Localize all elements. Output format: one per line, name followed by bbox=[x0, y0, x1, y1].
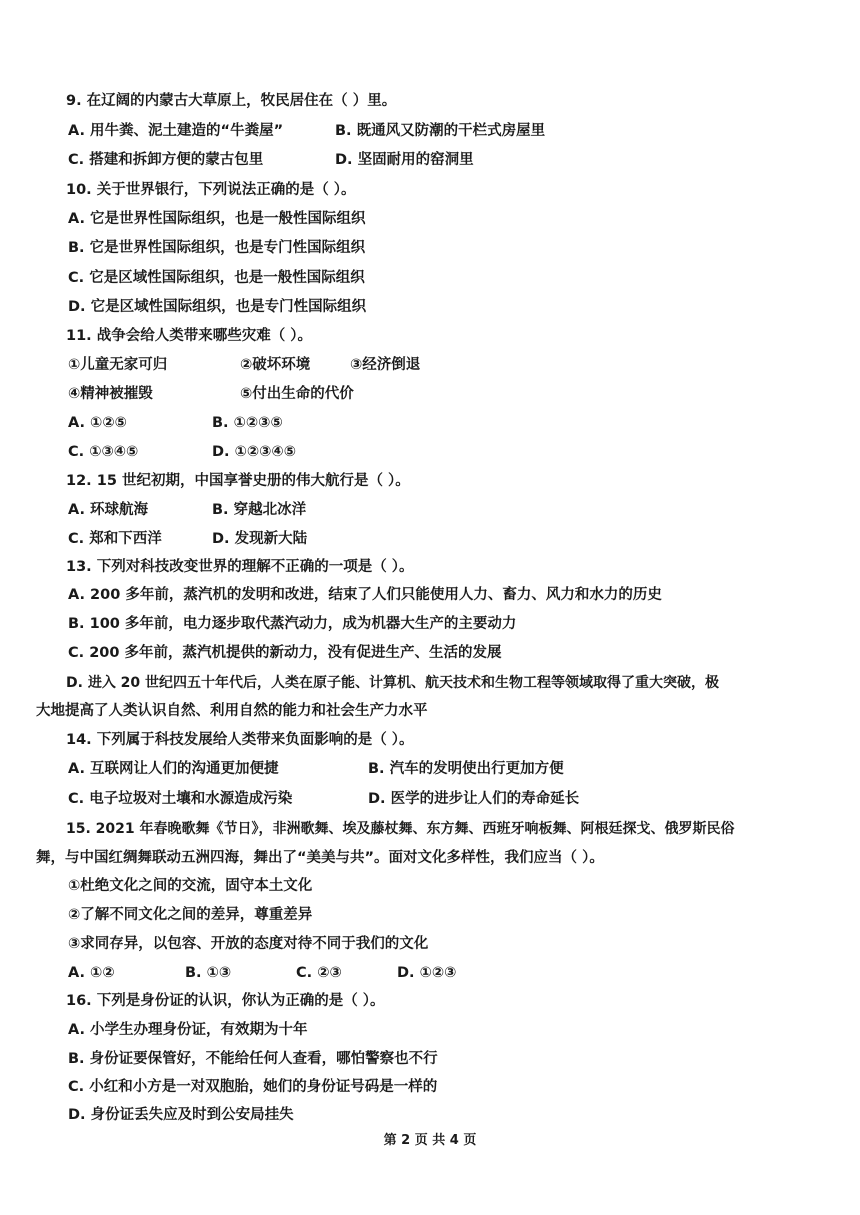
question-16-option-a: A. 小学生办理身份证，有效期为十年 bbox=[68, 1022, 308, 1038]
question-11-item-1: ①儿童无家可归 bbox=[68, 357, 168, 373]
question-14-option-a: A. 互联网让人们的沟通更加便捷 bbox=[68, 761, 279, 777]
question-9-stem: 9. 在辽阔的内蒙古大草原上，牧民居住在（ ）里。 bbox=[66, 93, 397, 109]
question-9-option-b: B. 既通风又防潮的干栏式房屋里 bbox=[335, 123, 546, 139]
question-10-option-b: B. 它是世界性国际组织，也是专门性国际组织 bbox=[68, 240, 366, 256]
question-11-option-b: B. ①②③⑤ bbox=[212, 415, 283, 431]
question-11-item-3: ③经济倒退 bbox=[350, 357, 421, 373]
question-10-option-c: C. 它是区域性国际组织，也是一般性国际组织 bbox=[68, 270, 365, 286]
question-11-option-a: A. ①②⑤ bbox=[68, 415, 127, 431]
question-11-option-c: C. ①③④⑤ bbox=[68, 444, 139, 460]
question-11-item-5: ⑤付出生命的代价 bbox=[240, 386, 354, 402]
question-14-option-c: C. 电子垃圾对土壤和水源造成污染 bbox=[68, 791, 293, 807]
question-11-item-4: ④精神被摧毁 bbox=[68, 386, 153, 402]
question-15-stem-line1: 15. 2021 年春晚歌舞《节日》，非洲歌舞、埃及藤杖舞、东方舞、西班牙响板舞、阿根廷探戈、俄罗斯民俗 bbox=[66, 821, 735, 837]
question-15-option-c: C. ②③ bbox=[296, 965, 342, 981]
question-15-item-3: ③求同存异，以包容、开放的态度对待不同于我们的文化 bbox=[68, 936, 429, 952]
question-15-stem-line2: 舞，与中国红绸舞联动五洲四海，舞出了“美美与共”。面对文化多样性，我们应当（ ）。 bbox=[36, 850, 604, 866]
question-12-option-a: A. 环球航海 bbox=[68, 502, 149, 518]
question-12-option-d: D. 发现新大陆 bbox=[212, 531, 308, 547]
question-14-option-b: B. 汽车的发明使出行更加方便 bbox=[368, 761, 564, 777]
question-15-option-a: A. ①② bbox=[68, 965, 115, 981]
question-16-stem: 16. 下列是身份证的认识，你认为正确的是（ ）。 bbox=[66, 993, 385, 1009]
question-13-option-d-line2: 大地提高了人类认识自然、利用自然的能力和社会生产力水平 bbox=[36, 703, 428, 719]
question-12-option-b: B. 穿越北冰洋 bbox=[212, 502, 307, 518]
question-10-stem: 10. 关于世界银行，下列说法正确的是（ ）。 bbox=[66, 182, 356, 198]
question-13-option-b: B. 100 多年前，电力逐步取代蒸汽动力，成为机器大生产的主要动力 bbox=[68, 616, 517, 632]
question-16-option-d: D. 身份证丢失应及时到公安局挂失 bbox=[68, 1107, 294, 1123]
question-16-option-c: C. 小红和小方是一对双胞胎，她们的身份证号码是一样的 bbox=[68, 1079, 438, 1095]
question-12-option-c: C. 郑和下西洋 bbox=[68, 531, 162, 547]
question-15-option-b: B. ①③ bbox=[185, 965, 232, 981]
question-14-option-d: D. 医学的进步让人们的寿命延长 bbox=[368, 791, 580, 807]
question-14-stem: 14. 下列属于科技发展给人类带来负面影响的是（ ）。 bbox=[66, 732, 414, 748]
question-13-stem: 13. 下列对科技改变世界的理解不正确的一项是（ ）。 bbox=[66, 559, 414, 575]
question-11-option-d: D. ①②③④⑤ bbox=[212, 444, 296, 460]
question-9-option-c: C. 搭建和拆卸方便的蒙古包里 bbox=[68, 152, 264, 168]
question-9-option-d: D. 坚固耐用的窑洞里 bbox=[335, 152, 474, 168]
question-15-item-2: ②了解不同文化之间的差异，尊重差异 bbox=[68, 907, 313, 923]
question-10-option-d: D. 它是区域性国际组织，也是专门性国际组织 bbox=[68, 299, 367, 315]
question-13-option-a: A. 200 多年前，蒸汽机的发明和改进，结束了人们只能使用人力、畜力、风力和水力的历史 bbox=[68, 587, 662, 603]
question-15-item-1: ①杜绝文化之间的交流，固守本土文化 bbox=[68, 878, 313, 894]
question-12-stem: 12. 15 世纪初期，中国享誉史册的伟大航行是（ ）。 bbox=[66, 473, 410, 489]
question-11-item-2: ②破坏环境 bbox=[240, 357, 311, 373]
question-9-option-a: A. 用牛粪、泥土建造的“牛粪屋” bbox=[68, 123, 284, 139]
question-11-stem: 11. 战争会给人类带来哪些灾难（ ）。 bbox=[66, 328, 313, 344]
question-16-option-b: B. 身份证要保管好，不能给任何人查看，哪怕警察也不行 bbox=[68, 1051, 438, 1067]
page-number-footer: 第 2 页 共 4 页 bbox=[383, 1133, 477, 1148]
question-13-option-d-line1: D. 进入 20 世纪四五十年代后，人类在原子能、计算机、航天技术和生物工程等领域取得了重大突破，极 bbox=[66, 675, 720, 691]
question-13-option-c: C. 200 多年前，蒸汽机提供的新动力，没有促进生产、生活的发展 bbox=[68, 645, 502, 661]
question-15-option-d: D. ①②③ bbox=[397, 965, 457, 981]
question-10-option-a: A. 它是世界性国际组织，也是一般性国际组织 bbox=[68, 211, 366, 227]
